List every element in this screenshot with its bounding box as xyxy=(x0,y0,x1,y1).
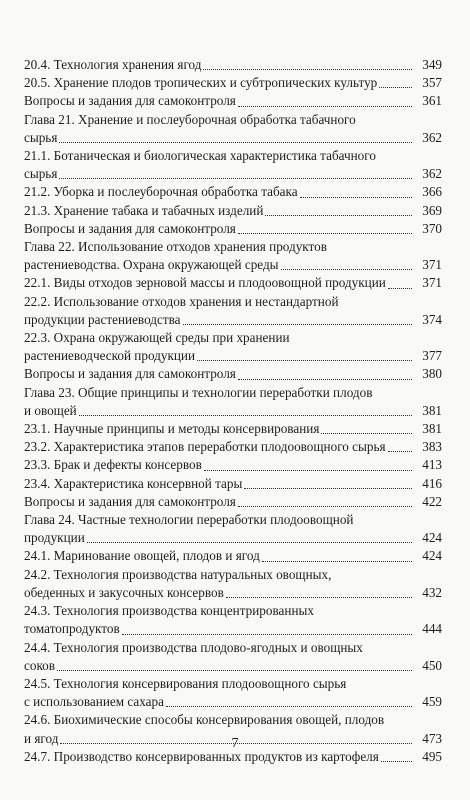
toc-entry-line xyxy=(24,238,442,256)
toc-entry-page: 369 xyxy=(422,202,442,218)
dot-leader xyxy=(59,142,412,143)
toc-entry-line xyxy=(24,384,442,402)
toc-entry-title: Вопросы и задания для самоконтроля xyxy=(24,220,236,236)
toc-entry-line xyxy=(24,92,442,110)
dot-leader xyxy=(381,761,412,762)
toc-entry-line xyxy=(24,347,442,365)
toc-entry-title: продукции растениеводства xyxy=(24,311,181,327)
toc-entry-line xyxy=(24,493,442,511)
dot-leader xyxy=(244,488,412,489)
toc-entry-page: 432 xyxy=(422,584,442,600)
toc-entry-page: 366 xyxy=(422,184,442,200)
dot-leader xyxy=(281,269,412,270)
toc-entry-page: 422 xyxy=(422,493,442,509)
dot-leader xyxy=(166,706,412,707)
toc-entry-page: 374 xyxy=(422,311,442,327)
toc-entry-line xyxy=(24,438,442,456)
toc-entry-title: соков xyxy=(24,657,56,673)
toc-entry-title: 21.3. Хранение табака и табачных изделий xyxy=(24,202,264,218)
toc-entry-title: и ягод xyxy=(24,730,59,746)
toc-entry xyxy=(24,111,442,147)
toc-entry-line xyxy=(24,529,442,547)
toc-entry-title: Вопросы и задания для самоконтроля xyxy=(24,93,236,109)
toc-entry-page: 381 xyxy=(422,402,442,418)
toc-entry-page: 473 xyxy=(422,730,442,746)
toc-entry-line xyxy=(24,602,442,620)
toc-entry-title: 21.1. Ботаническая и биологическая характеристика табачного xyxy=(24,148,376,164)
toc-entry-page: 424 xyxy=(422,548,442,564)
toc-entry-line xyxy=(24,511,442,529)
toc-entry-line xyxy=(24,220,442,238)
dot-leader xyxy=(379,87,412,88)
toc-entry-page: 424 xyxy=(422,530,442,546)
dot-leader xyxy=(238,506,412,507)
toc-entry-line xyxy=(24,693,442,711)
toc-entry-page: 416 xyxy=(422,475,442,491)
toc-entry-line xyxy=(24,329,442,347)
toc-entry-title: 22.3. Охрана окружающей среды при хранении xyxy=(24,330,290,346)
dot-leader xyxy=(226,597,412,598)
toc-entry xyxy=(24,92,442,110)
toc-entry-line xyxy=(24,165,442,183)
toc-entry-line xyxy=(24,311,442,329)
toc-entry xyxy=(24,639,442,675)
toc-entry-title: Глава 22. Использование отходов хранения продуктов xyxy=(24,239,327,255)
toc-entry-line xyxy=(24,584,442,602)
dot-leader xyxy=(57,670,412,671)
dot-leader xyxy=(262,561,412,562)
toc-entry-title: растениеводства. Охрана окружающей среды xyxy=(24,257,279,273)
dot-leader xyxy=(321,433,412,434)
toc-entry xyxy=(24,456,442,474)
toc-entry xyxy=(24,274,442,292)
toc-entry-title: Вопросы и задания для самоконтроля xyxy=(24,493,236,509)
toc-entry-line xyxy=(24,566,442,584)
toc-entry xyxy=(24,566,442,602)
toc-entry-line xyxy=(24,711,442,729)
toc-entry-title: 24.4. Технология производства плодово-ягодных и овощных xyxy=(24,639,363,655)
dot-leader xyxy=(238,233,412,234)
toc-entry xyxy=(24,384,442,420)
dot-leader xyxy=(204,470,412,471)
toc-entry xyxy=(24,329,442,365)
toc-entry-page: 357 xyxy=(422,75,442,91)
table-of-contents xyxy=(24,56,442,766)
toc-entry-title: 21.2. Уборка и послеуборочная обработка табака xyxy=(24,184,298,200)
toc-entry xyxy=(24,238,442,274)
toc-entry xyxy=(24,420,442,438)
toc-entry-title: с использованием сахара xyxy=(24,694,164,710)
toc-entry-title: Глава 24. Частные технологии переработки плодоовощной xyxy=(24,512,354,528)
toc-entry-page: 377 xyxy=(422,348,442,364)
toc-entry xyxy=(24,220,442,238)
toc-entry xyxy=(24,511,442,547)
toc-entry-line xyxy=(24,256,442,274)
toc-entry-line xyxy=(24,420,442,438)
toc-entry-title: 20.5. Хранение плодов тропических и субтропических культур xyxy=(24,75,378,91)
dot-leader xyxy=(300,197,412,198)
toc-entry-line xyxy=(24,274,442,292)
toc-entry-page: 383 xyxy=(422,439,442,455)
toc-entry-line xyxy=(24,202,442,220)
toc-entry-line xyxy=(24,657,442,675)
toc-entry-title: 24.3. Технология производства концентрированных xyxy=(24,603,314,619)
toc-entry xyxy=(24,675,442,711)
toc-entry-title: Глава 21. Хранение и послеуборочная обработка табачного xyxy=(24,111,356,127)
toc-entry-page: 349 xyxy=(422,57,442,72)
toc-entry xyxy=(24,475,442,493)
toc-entry-title: продукции xyxy=(24,530,85,546)
dot-leader xyxy=(203,69,412,70)
toc-entry xyxy=(24,202,442,220)
toc-entry-line xyxy=(24,147,442,165)
toc-entry-line xyxy=(24,365,442,383)
dot-leader xyxy=(183,324,412,325)
toc-entry-title: сырья xyxy=(24,129,58,145)
toc-entry-title: 23.2. Характеристика этапов переработки плодоовощного сырья xyxy=(24,439,386,455)
toc-entry-title: 23.1. Научные принципы и методы консервирования xyxy=(24,421,320,437)
toc-entry-page: 380 xyxy=(422,366,442,382)
toc-entry-page: 370 xyxy=(422,220,442,236)
toc-entry-title: 24.2. Технология производства натуральных овощных, xyxy=(24,566,332,582)
toc-entry-page: 450 xyxy=(422,657,442,673)
dot-leader xyxy=(238,379,412,380)
toc-entry xyxy=(24,493,442,511)
toc-entry-title: 22.1. Виды отходов зерновой массы и плодоовощной продукции xyxy=(24,275,386,291)
toc-entry-page: 371 xyxy=(422,275,442,291)
toc-entry-line xyxy=(24,293,442,311)
toc-entry-title: 23.3. Брак и дефекты консервов xyxy=(24,457,202,473)
toc-entry-page: 361 xyxy=(422,93,442,109)
toc-entry-line xyxy=(24,475,442,493)
toc-entry-page: 413 xyxy=(422,457,442,473)
toc-entry-line xyxy=(24,402,442,420)
toc-entry-line xyxy=(24,620,442,638)
dot-leader xyxy=(388,451,412,452)
toc-entry-title: 23.4. Характеристика консервной тары xyxy=(24,475,243,491)
toc-entry-title: сырья xyxy=(24,166,58,182)
toc-entry-title: томатопродуктов xyxy=(24,621,120,637)
toc-entry-title: 24.6. Биохимические способы консервирования овощей, плодов xyxy=(24,712,385,728)
toc-entry-title: и овощей xyxy=(24,402,77,418)
toc-entry-line xyxy=(24,129,442,147)
toc-entry-line xyxy=(24,675,442,693)
toc-entry-line xyxy=(24,639,442,657)
toc-entry xyxy=(24,547,442,565)
toc-entry-title: 24.1. Маринование овощей, плодов и ягод xyxy=(24,548,260,564)
toc-entry-page: 444 xyxy=(422,621,442,637)
toc-entry-line xyxy=(24,547,442,565)
toc-entry-title: 20.4. Технология хранения ягод xyxy=(24,57,202,72)
toc-entry-page: 362 xyxy=(422,129,442,145)
toc-entry xyxy=(24,293,442,329)
toc-entry-title: Вопросы и задания для самоконтроля xyxy=(24,366,236,382)
toc-entry-title: обеденных и закусочных консервов xyxy=(24,584,224,600)
toc-entry-line xyxy=(24,183,442,201)
toc-entry-page: 459 xyxy=(422,694,442,710)
toc-entry-title: 24.5. Технология консервирования плодоовощного сырья xyxy=(24,675,347,691)
dot-leader xyxy=(122,634,412,635)
toc-entry xyxy=(24,147,442,183)
dot-leader xyxy=(87,542,412,543)
toc-entry-line xyxy=(24,74,442,92)
dot-leader xyxy=(388,288,412,289)
toc-entry xyxy=(24,183,442,201)
toc-entry-line xyxy=(24,456,442,474)
toc-entry xyxy=(24,56,442,74)
toc-entry-page: 381 xyxy=(422,421,442,437)
dot-leader xyxy=(265,215,412,216)
dot-leader xyxy=(197,360,412,361)
page-number: 7 xyxy=(231,736,239,751)
dot-leader xyxy=(238,106,412,107)
dot-leader xyxy=(59,178,412,179)
toc-entry xyxy=(24,74,442,92)
toc-entry-page: 362 xyxy=(422,166,442,182)
toc-entry-title: Глава 23. Общие принципы и технологии переработки плодов xyxy=(24,384,373,400)
toc-entry-title: растениеводческой продукции xyxy=(24,348,196,364)
toc-entry xyxy=(24,365,442,383)
toc-entry xyxy=(24,602,442,638)
toc-entry-title: 22.2. Использование отходов хранения и нестандартной xyxy=(24,293,339,309)
toc-entry-line xyxy=(24,56,442,74)
toc-entry-title: 24.7. Производство консервированных продуктов из картофеля xyxy=(24,748,379,764)
toc-entry-page: 495 xyxy=(422,748,442,764)
toc-entry xyxy=(24,438,442,456)
toc-entry-page: 371 xyxy=(422,257,442,273)
dot-leader xyxy=(79,415,412,416)
toc-entry-line xyxy=(24,111,442,129)
